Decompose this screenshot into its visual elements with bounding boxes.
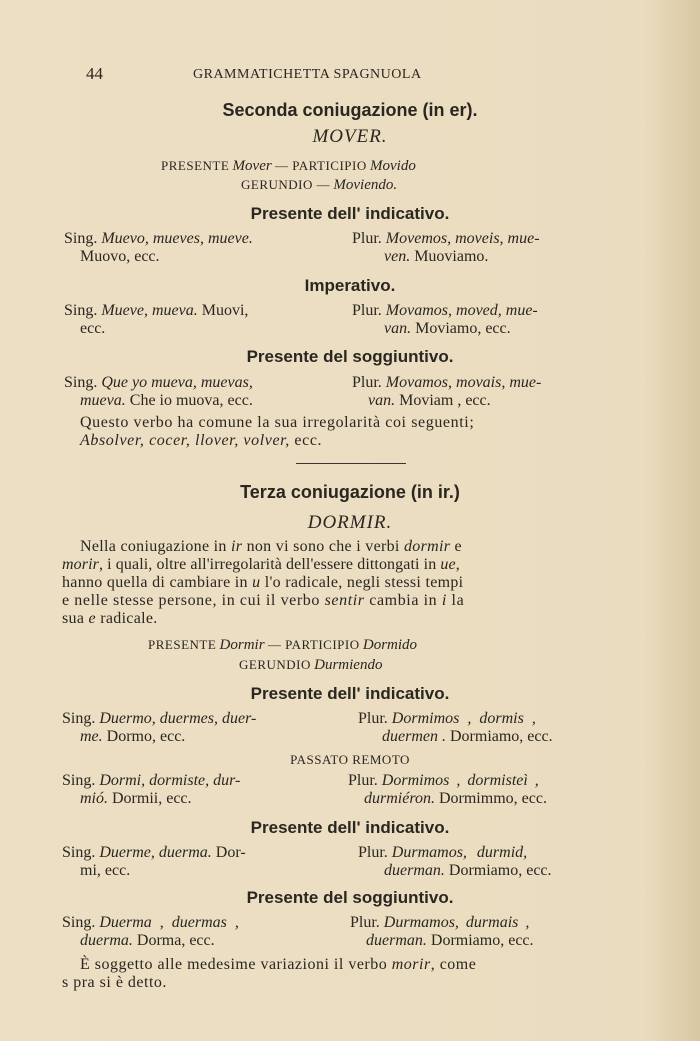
sing-line (64, 374, 253, 392)
verb-title-mover: MOVER. (312, 126, 388, 147)
text-run: e (450, 538, 462, 555)
section-heading: Presente dell' indicativo. (250, 204, 450, 223)
section-heading: Presente del soggiuntivo. (246, 347, 454, 366)
sing-line (62, 772, 240, 790)
sing-forms: Dormi, dormiste, dur- (99, 772, 241, 789)
plur-line (358, 844, 527, 862)
label-gerundio: GERUNDIO (239, 657, 311, 672)
plur-label: Plur. (352, 302, 382, 319)
plur-label: Plur. (352, 230, 382, 247)
plur-forms: Movemos, moveis, mue- (385, 230, 540, 247)
section-heading: Imperativo. (304, 276, 396, 295)
text-run-italic: sentir (324, 592, 365, 609)
text-run-italic: morir (62, 556, 99, 573)
plur-forms: Dormimos , dormis , (391, 710, 536, 727)
plur-forms-cont: ven. (384, 248, 411, 265)
label-gerundio: GERUNDIO — (241, 177, 331, 192)
running-title: GRAMMATICHETTA SPAGNUOLA (193, 67, 422, 82)
text-run: la (446, 592, 465, 609)
plur-line-2 (366, 932, 534, 950)
note-line-1: Questo verbo ha comune la sua irregolarità coi seguenti; (80, 414, 475, 431)
sing-forms: Que yo mueva, muevas, (101, 374, 253, 391)
sing-label: Sing. (62, 844, 96, 861)
plur-line-2 (364, 790, 547, 808)
plur-forms: Movamos, moved, mue- (385, 302, 538, 319)
plur-forms: Movamos, movais, mue- (385, 374, 542, 391)
text-run: Nella coniugazione in (80, 538, 231, 555)
section-heading: Presente del soggiuntivo. (246, 888, 454, 907)
gerund-form: Moviendo. (333, 177, 398, 193)
paragraph-line (62, 574, 463, 592)
sing-forms: Muevo, mueves, mueve. (101, 230, 253, 247)
text-run-italic: dormir (403, 538, 451, 555)
plur-line (352, 230, 540, 248)
subsection-label: PASSATO REMOTO (290, 752, 410, 767)
plur-translation: Dormimmo, ecc. (438, 790, 547, 807)
sing-translation: Dormii, ecc. (112, 790, 192, 807)
plur-label: Plur. (358, 710, 388, 727)
sing-line (62, 844, 246, 862)
sing-forms: Duermo, duermes, duer- (99, 710, 257, 727)
sing-line-2 (80, 728, 185, 746)
forms-line-2 (239, 657, 382, 674)
text-run-italic: ir (231, 538, 243, 555)
infinitive-form: Mover (232, 158, 272, 174)
plur-translation: Moviamo, ecc. (415, 320, 511, 337)
plur-line-2 (382, 728, 553, 746)
final-note-verb: morir (391, 956, 431, 973)
sing-translation: Dor- (215, 844, 246, 861)
plur-forms-cont: duermen . (382, 728, 446, 745)
text-run: sua (62, 610, 89, 627)
sing-forms-cont: duerma. (80, 932, 133, 949)
sing-translation: Muovo, ecc. (80, 248, 160, 265)
sing-label: Sing. (62, 914, 96, 931)
text-run: l'o radicale, negli stessi tempi (260, 574, 464, 591)
sing-translation: Dorma, ecc. (136, 932, 215, 949)
plur-forms-cont: duerman. (366, 932, 427, 949)
plur-line (350, 914, 529, 932)
plur-line (352, 302, 538, 320)
sing-translation: Che io muova, ecc. (129, 392, 253, 409)
sing-line (64, 230, 253, 248)
infinitive-form: Dormir (219, 637, 265, 653)
participle-form: Dormido (362, 637, 418, 653)
sing-label: Sing. (64, 374, 98, 391)
text-run: hanno quella di cambiare in (62, 574, 253, 591)
final-note-end: , come (430, 956, 477, 973)
sing-forms-cont: me. (80, 728, 103, 745)
plur-line-2 (384, 320, 511, 338)
sing-line (64, 302, 248, 320)
sing-forms-cont: mió. (80, 790, 108, 807)
plur-translation: Dormiamo, ecc. (448, 862, 552, 879)
note-line-2 (80, 432, 322, 450)
plur-forms: Durmamos, durmid, (391, 844, 528, 861)
sing-line-2 (80, 790, 192, 808)
text-run-italic: ue (440, 556, 456, 573)
sing-translation: Dormo, ecc. (106, 728, 186, 745)
plur-line (352, 374, 541, 392)
paragraph-line (80, 538, 462, 556)
plur-line-2 (368, 392, 491, 410)
sing-label: Sing. (62, 772, 96, 789)
plur-line (358, 710, 536, 728)
section-divider (296, 463, 406, 464)
paragraph-line (62, 592, 464, 610)
final-note-line-1 (80, 956, 476, 974)
plur-translation: Dormiamo, ecc. (430, 932, 534, 949)
text-run: cambia in (364, 592, 442, 609)
sing-forms-cont: mueva. (80, 392, 126, 409)
paragraph-line (62, 610, 158, 628)
plur-line-2 (384, 862, 552, 880)
note-end: ecc. (294, 432, 323, 449)
sing-label: Sing. (64, 230, 98, 247)
forms-line-1 (148, 637, 417, 654)
label-presente: PRESENTE (161, 158, 230, 173)
plur-forms-cont: van. (368, 392, 396, 409)
sing-line (62, 914, 239, 932)
plur-label: Plur. (358, 844, 388, 861)
sing-forms: Mueve, mueva. (101, 302, 198, 319)
text-run-italic: u (252, 574, 261, 591)
third-conjugation-heading: Terza coniugazione (in ir.) (240, 482, 460, 502)
plur-forms: Dormimos , dormisteì , (381, 772, 539, 789)
plur-line-2 (384, 248, 488, 266)
forms-line-2 (241, 177, 397, 194)
text-run: non vi sono che i verbi (242, 538, 404, 555)
participle-form: Movido (370, 158, 416, 174)
label-participio: — PARTICIPIO (274, 158, 367, 173)
sing-line-2 (80, 392, 253, 410)
plur-label: Plur. (352, 374, 382, 391)
plur-translation: Muoviamo. (414, 248, 489, 265)
text-run: radicale. (95, 610, 158, 627)
plur-translation: Dormiamo, ecc. (449, 728, 553, 745)
sing-forms: Duerma , duermas , (99, 914, 239, 931)
sing-translation: Muovi, (201, 302, 249, 319)
verb-title-dormir: DORMIR. (307, 512, 393, 533)
sing-label: Sing. (62, 710, 96, 727)
plur-translation: Moviam , ecc. (399, 392, 491, 409)
sing-translation-cont: ecc. (80, 320, 106, 337)
text-run-italic: e (88, 610, 96, 627)
sing-line-2 (80, 932, 215, 950)
sing-translation-cont: mi, ecc. (80, 862, 131, 879)
plur-label: Plur. (348, 772, 378, 789)
label-participio: — PARTICIPIO (267, 637, 360, 652)
sing-line (62, 710, 256, 728)
plur-line (348, 772, 539, 790)
sing-label: Sing. (64, 302, 98, 319)
text-run: , i quali, oltre all'irregolarità dell'essere dittongati in (98, 556, 441, 573)
note-verbs: Absolver, cocer, llover, volver, (80, 432, 290, 449)
sing-forms: Duerme, duerma. (99, 844, 212, 861)
label-presente: PRESENTE (148, 637, 217, 652)
plur-forms-cont: durmiéron. (364, 790, 435, 807)
plur-forms: Durmamos, durmais , (383, 914, 530, 931)
section-heading: Presente dell' indicativo. (250, 818, 450, 837)
plur-forms-cont: duerman. (384, 862, 445, 879)
page-number: 44 (86, 64, 103, 83)
second-conjugation-heading: Seconda coniugazione (in er). (222, 100, 478, 120)
text-run: e nelle stesse persone, in cui il verbo (62, 592, 325, 609)
forms-line-1 (161, 158, 416, 175)
section-heading: Presente dell' indicativo. (250, 684, 450, 703)
text-run: , (455, 556, 460, 573)
final-note-line-2: s pra si è detto. (62, 974, 167, 991)
final-note-text: È soggetto alle medesime variazioni il verbo (80, 956, 388, 973)
gerund-form: Durmiendo (314, 657, 383, 673)
plur-label: Plur. (350, 914, 380, 931)
text-run-italic: i (441, 592, 447, 609)
paragraph-line (62, 556, 460, 574)
plur-forms-cont: van. (384, 320, 412, 337)
